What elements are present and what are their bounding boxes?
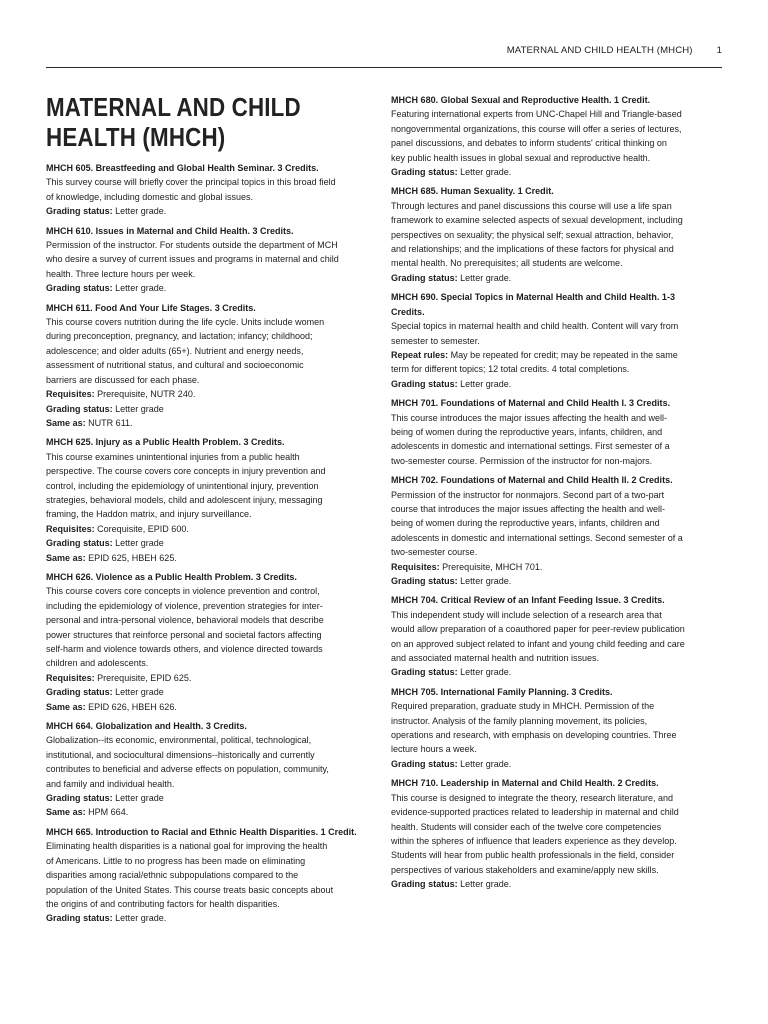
course-description-line: framing, the Haddon matrix, and injury surveillance. [46,509,252,520]
course-description-line: perspectives of various stakeholders and examine/apply new skills. [391,864,659,875]
course-description-line: perspective. The course covers core concepts in injury prevention and [46,466,326,477]
course-description-line: mental health. No prerequisites; all students are welcome. [391,258,623,269]
running-header-title: MATERNAL AND CHILD HEALTH (MHCH) [506,45,693,56]
field-label: Grading status: [46,206,113,217]
course-field [46,402,369,416]
field-label: Grading status: [46,403,113,414]
course-description-line: adolescents in domestic and international settings. Second semester of a [391,532,683,543]
course-field [46,416,369,430]
course-description-line: instructor. Analysis of the family planning movement, its policies, [391,715,648,726]
course-entry [46,719,379,820]
course-description-line: within the spheres of influence that leaders experience as they develop. [391,835,677,846]
course-description-line: who desire a survey of current issues and programs in maternal and child [46,254,339,265]
course-description-line: and family and individual health. [46,778,175,789]
course-entry [391,685,723,771]
course-description-line: on an approved subject related to infant and young child feeding and care [391,638,685,649]
field-label: Grading status: [391,879,458,890]
field-label: Same as: [46,552,86,563]
field-value: Prerequisite, NUTR 240. [94,389,196,400]
field-value: Letter grade. [457,667,512,678]
course-description-line: Eliminating health disparities is a national goal for improving the health [46,841,328,852]
course-description-line: children and adolescents. [46,658,149,669]
course-description-line: being of women during the reproductive years, infants, children and [391,518,660,529]
course-description-line: Permission of the instructor for nonmajors. Second part of a two-part [391,489,665,500]
course-heading: MHCH 702. Foundations of Maternal and Child Health II. 2 Credits. [391,475,673,486]
course-field [391,665,713,679]
field-value: Letter grade. [457,272,512,283]
course-description-line: being of women during the reproductive years, infants, children, and [391,426,663,437]
page-title [46,92,373,152]
field-label: Same as: [46,807,86,818]
course-field [46,700,369,714]
course-field [391,877,713,891]
course-description-line: semester to semester. [391,335,480,346]
course-field [46,281,369,295]
course-heading: MHCH 680. Global Sexual and Reproductive Health. 1 Credit. [391,95,651,105]
course-description-line: Permission of the instructor. For students outside the department of MCH [46,240,338,251]
course-description-line: population of the United States. This course treats basic concepts about [46,884,334,895]
course-entry [46,435,379,565]
course-description-line: assessment of nutritional status, and cultural and socioeconomic [46,360,304,371]
field-value: Letter grade [112,793,164,804]
field-value: Letter grade [112,687,164,698]
field-label: Grading status: [46,687,113,698]
course-field [391,574,713,588]
course-description-line: contributes to beneficial and adverse effects on population, community, [46,764,329,775]
course-entry [391,396,723,468]
course-field [46,536,369,550]
course-description-line: This course is designed to integrate the theory, research literature, and [391,792,674,803]
course-description-line: lecture hours a week. [391,744,477,755]
course-description-line: the origins of and contributing factors for health disparities. [46,898,280,909]
course-description-line: course that introduces the major issues affecting the health and well- [391,503,666,514]
field-value: NUTR 611. [85,417,133,428]
field-value: HPM 664. [85,807,129,818]
course-heading: MHCH 685. Human Sexuality. 1 Credit. [391,186,554,197]
field-value: Letter grade. [112,913,167,924]
field-value: Letter grade. [112,206,167,217]
field-value: Corequisite, EPID 600. [94,523,189,534]
field-label: Same as: [46,701,86,712]
course-field [391,271,713,285]
field-value: Letter grade [112,403,164,414]
course-description-line: This course introduces the major issues affecting the health and well- [391,412,668,423]
header-rule [46,67,722,68]
running-header [507,45,722,59]
course-description-line: This survey course will briefly cover the principal topics in this broad field [46,177,336,188]
course-description-line: Students will hear from public health professionals in the field, consider [391,850,675,861]
field-value: Letter grade. [457,758,512,769]
course-description-line: and relationships; and the implications of these factors for physical and [391,244,674,255]
course-entry [46,825,379,926]
field-label: Grading status: [46,913,113,924]
course-entry [391,290,723,391]
course-description-line: panel discussions, and debates to inform students' critical thinking on [391,138,667,149]
field-label: Grading status: [46,283,113,294]
course-entry [46,301,379,431]
field-label: Grading status: [391,272,458,283]
course-heading: MHCH 665. Introduction to Racial and Ethnic Health Disparities. 1 Credit. [46,826,357,837]
course-description-line: of knowledge, including domestic and global issues. [46,191,254,202]
course-entry [46,224,379,296]
course-field [46,671,369,685]
field-value: Letter grade. [457,167,512,178]
field-label: Requisites: [46,389,95,400]
course-field [46,805,369,819]
course-description-line: This independent study will include selection of a research area that [391,609,662,620]
course-heading: Credits. [391,306,425,317]
course-entry [46,570,379,714]
course-description-line: Through lectures and panel discussions this course will use a life span [391,200,672,211]
course-entry [391,93,723,179]
course-description-line: barriers are discussed for each phase. [46,374,200,385]
course-field [46,911,369,925]
course-description-line: during preconception, pregnancy, and lactation; infancy; childhood; [46,331,313,342]
course-description-line: framework to examine selected aspects of sexual development, including [391,215,683,226]
course-heading: MHCH 710. Leadership in Maternal and Child Health. 2 Credits. [391,778,659,789]
course-field [46,204,369,218]
course-heading: MHCH 610. Issues in Maternal and Child Health. 3 Credits. [46,225,294,236]
course-heading: MHCH 705. International Family Planning. 3 Credits. [391,686,613,697]
field-label: Grading status: [391,378,458,389]
page-title-line: MATERNAL AND CHILD [46,92,301,122]
course-description-line: Globalization--its economic, environmental, political, technological, [46,735,312,746]
field-value: Prerequisite, MHCH 701. [439,561,543,572]
course-description-line: adolescents in domestic and international settings. First semester of a [391,441,670,452]
course-heading: MHCH 690. Special Topics in Maternal Health and Child Health. 1-3 [391,292,675,303]
course-description-line: This course covers nutrition during the life cycle. Units include women [46,317,325,328]
course-description-line: strategies, behavioral models, child and adolescent injury, messaging [46,494,323,505]
field-value: Letter grade. [457,378,512,389]
course-heading: MHCH 625. Injury as a Public Health Problem. 3 Credits. [46,437,285,448]
field-label: Grading status: [391,576,458,586]
field-value: May be repeated for credit; may be repeated in the same [448,349,678,360]
page-number: 1 [716,45,722,56]
course-heading: MHCH 611. Food And Your Life Stages. 3 Credits. [46,302,256,313]
field-value: Letter grade. [112,283,167,294]
course-heading: MHCH 664. Globalization and Health. 3 Credits. [46,721,247,732]
field-value: Letter grade. [457,879,512,890]
course-description-line: of Americans. Little to no progress has been made on eliminating [46,855,306,866]
course-field [391,560,713,574]
course-heading: MHCH 605. Breastfeeding and Global Health Seminar. 3 Credits. [46,163,319,173]
right-column [391,93,723,897]
course-heading: MHCH 704. Critical Review of an Infant Feeding Issue. 3 Credits. [391,595,665,606]
course-description-line: Special topics in maternal health and child health. Content will vary from [391,321,679,332]
course-field [46,387,369,401]
field-value: EPID 626, HBEH 626. [85,701,177,712]
course-description-line: two-semester course. [391,547,478,558]
course-field [391,377,713,391]
course-field [46,791,369,805]
course-heading: MHCH 626. Violence as a Public Health Problem. 3 Credits. [46,571,297,582]
field-value: term for different topics; 12 total credits. 4 total completions. [391,364,630,375]
course-entry [391,593,723,679]
course-description-line: would allow preparation of a coauthored paper for peer-review publication [391,624,685,635]
course-description-line: and associated maternal health and nutrition issues. [391,653,600,664]
course-entry [391,184,723,285]
field-value: Letter grade [112,538,164,549]
course-description-line: perspectives on sexuality; the physical self; sexual attraction, behavior, [391,229,674,240]
field-label: Same as: [46,417,86,428]
course-description-line: health. Students will consider each of the twelve core competencies [391,821,662,832]
course-description-line: Featuring international experts from UNC-Chapel Hill and Triangle-based [391,109,682,120]
course-description-line: personal and intra-personal violence, behavioral models that describe [46,615,324,626]
course-description-line: This course examines unintentional injuries from a public health [46,451,300,462]
course-description-line: control, including the epidemiology of unintentional injury, prevention [46,480,319,491]
field-label: Requisites: [391,561,440,572]
course-entry [391,473,723,588]
field-label: Grading status: [391,758,458,769]
course-description-line: operations and research, with emphasis on developing countries. Three [391,730,677,741]
course-description-line: institutional, and sociocultural dimensions--historically and currently [46,749,315,760]
course-description-line: health. Three lecture hours per week. [46,268,196,279]
course-description-line: adolescence; and older adults (65+). Nutrient and energy needs, [46,345,304,356]
field-label: Repeat rules: [391,349,449,360]
course-field [46,522,369,536]
course-field [391,757,713,771]
page-title-line: HEALTH (MHCH) [46,122,226,152]
course-description-line: key public health issues in global sexual and reproductive health. [391,152,651,163]
field-value: Letter grade. [457,576,512,586]
course-field [391,362,713,376]
course-description-line: disparities among racial/ethnic subpopulations compared to the [46,870,299,881]
field-label: Grading status: [391,667,458,678]
field-label: Requisites: [46,523,95,534]
course-entry [46,161,379,219]
course-description-line: This course covers core concepts in violence prevention and control, [46,586,320,597]
course-field [46,551,369,565]
course-description-line: self-harm and violence towards others, and violence directed towards [46,644,323,654]
field-value: EPID 625, HBEH 625. [85,552,177,563]
course-description-line: including the epidemiology of violence, prevention strategies for inter- [46,600,323,611]
field-label: Requisites: [46,672,95,683]
course-field [46,685,369,699]
field-label: Grading status: [46,793,113,804]
course-description-line: two-semester course. Permission of the instructor for non-majors. [391,455,653,466]
course-field [391,165,713,179]
course-description-line: evidence-supported practices related to leadership in maternal and child [391,807,679,818]
field-label: Grading status: [46,538,113,549]
course-heading: MHCH 701. Foundations of Maternal and Child Health I. 3 Credits. [391,398,671,409]
course-description-line: power structures that reinforce personal and societal factors affecting [46,629,322,640]
course-entry [391,776,723,891]
course-description-line: Required preparation, graduate study in MHCH. Permission of the [391,701,655,712]
course-description-line: nongovernmental organizations, this course will offer a series of lectures, [391,123,682,134]
course-field [391,348,713,362]
left-column [46,92,379,931]
field-label: Grading status: [391,167,458,178]
field-value: Prerequisite, EPID 625. [94,672,192,683]
